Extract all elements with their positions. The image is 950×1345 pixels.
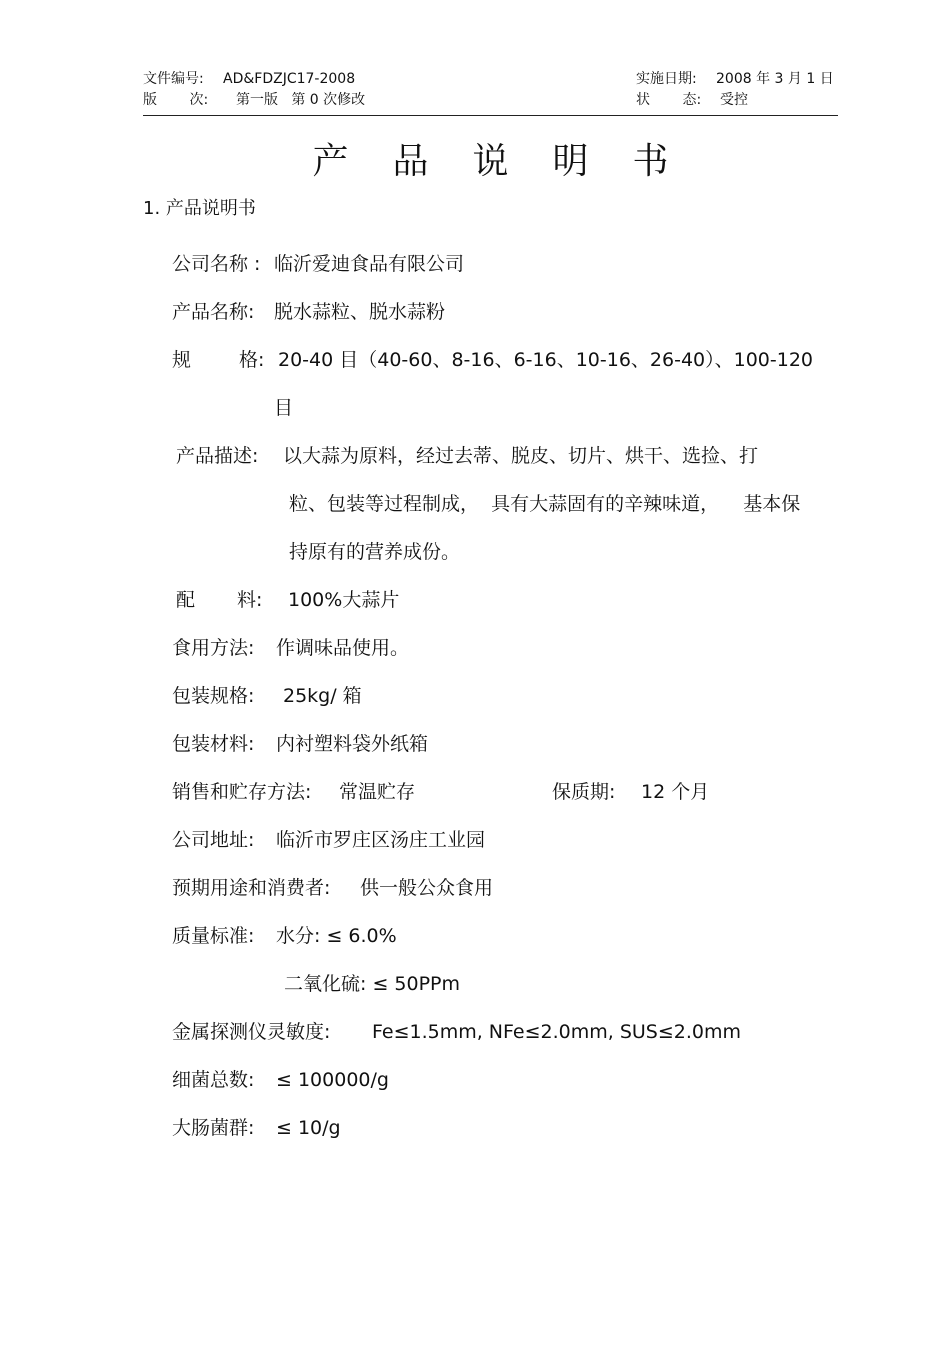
effective-date-value: 2008 年 3 月 1 日 bbox=[716, 71, 834, 87]
description-label: 产品描述: bbox=[176, 445, 259, 467]
spec-value-line2: 目 bbox=[274, 397, 294, 419]
metal-detector-label: 金属探测仪灵敏度: bbox=[172, 1021, 331, 1043]
quality-so2: 二氧化硫: ≤ 50PPm bbox=[284, 973, 461, 995]
shelf-life-label: 保质期: bbox=[552, 781, 616, 803]
effective-date-label: 实施日期: bbox=[636, 71, 697, 87]
storage-value: 常温贮存 bbox=[339, 781, 416, 803]
spec-label: 规 格: bbox=[172, 349, 265, 371]
address-label: 公司地址: bbox=[172, 829, 255, 851]
packing-material-label: 包装材料: bbox=[172, 733, 255, 755]
usage-value: 作调味品使用。 bbox=[276, 637, 410, 659]
description-line2: 粒、包装等过程制成， 具有大蒜固有的辛辣味道， 基本保 bbox=[289, 493, 801, 515]
spec-value-line1: 20-40 目（40-60、8-16、6-16、10-16、26-40）、100-120 bbox=[278, 349, 814, 371]
company-name-label: 公司名称 : bbox=[172, 253, 261, 275]
description-line1: 以大蒜为原料，经过去蒂、脱皮、切片、烘干、选捡、打 bbox=[283, 445, 759, 467]
bacteria-value: ≤ 100000/g bbox=[276, 1069, 389, 1091]
quality-label: 质量标准: bbox=[172, 925, 255, 947]
status-label: 状 态: bbox=[636, 92, 702, 108]
storage-label: 销售和贮存方法: bbox=[172, 781, 312, 803]
intended-use-value: 供一般公众食用 bbox=[360, 877, 494, 899]
section-heading: 1. 产品说明书 bbox=[143, 198, 256, 219]
status-value: 受控 bbox=[720, 92, 748, 108]
quality-moisture: 水分: ≤ 6.0% bbox=[276, 925, 397, 947]
coliform-value: ≤ 10/g bbox=[276, 1117, 341, 1139]
address-value: 临沂市罗庄区汤庄工业园 bbox=[276, 829, 486, 851]
intended-use-label: 预期用途和消费者: bbox=[172, 877, 331, 899]
version-value: 第一版 第 0 次修改 bbox=[236, 92, 366, 108]
doc-number-value: AD&FDZJC17-2008 bbox=[223, 71, 356, 87]
company-name-value: 临沂爱迪食品有限公司 bbox=[274, 253, 465, 275]
ingredient-value: 100%大蒜片 bbox=[288, 589, 400, 611]
shelf-life-value: 12 个月 bbox=[641, 781, 710, 803]
packing-spec-label: 包装规格: bbox=[172, 685, 255, 707]
packing-spec-value: 25kg/ 箱 bbox=[283, 685, 362, 707]
bacteria-label: 细菌总数: bbox=[172, 1069, 255, 1091]
document-title: 产品说明书 bbox=[312, 141, 713, 182]
doc-number-label: 文件编号: bbox=[143, 71, 204, 87]
version-label: 版 次: bbox=[143, 92, 209, 108]
coliform-label: 大肠菌群: bbox=[172, 1117, 255, 1139]
header-divider bbox=[143, 115, 838, 116]
product-name-label: 产品名称: bbox=[172, 301, 255, 323]
metal-detector-value: Fe≤1.5mm, NFe≤2.0mm, SUS≤2.0mm bbox=[372, 1021, 742, 1043]
usage-label: 食用方法: bbox=[172, 637, 255, 659]
description-line3: 持原有的营养成份。 bbox=[289, 541, 461, 563]
ingredient-label: 配 料: bbox=[176, 589, 263, 611]
product-name-value: 脱水蒜粒、脱水蒜粉 bbox=[274, 301, 446, 323]
packing-material-value: 内衬塑料袋外纸箱 bbox=[276, 733, 429, 755]
